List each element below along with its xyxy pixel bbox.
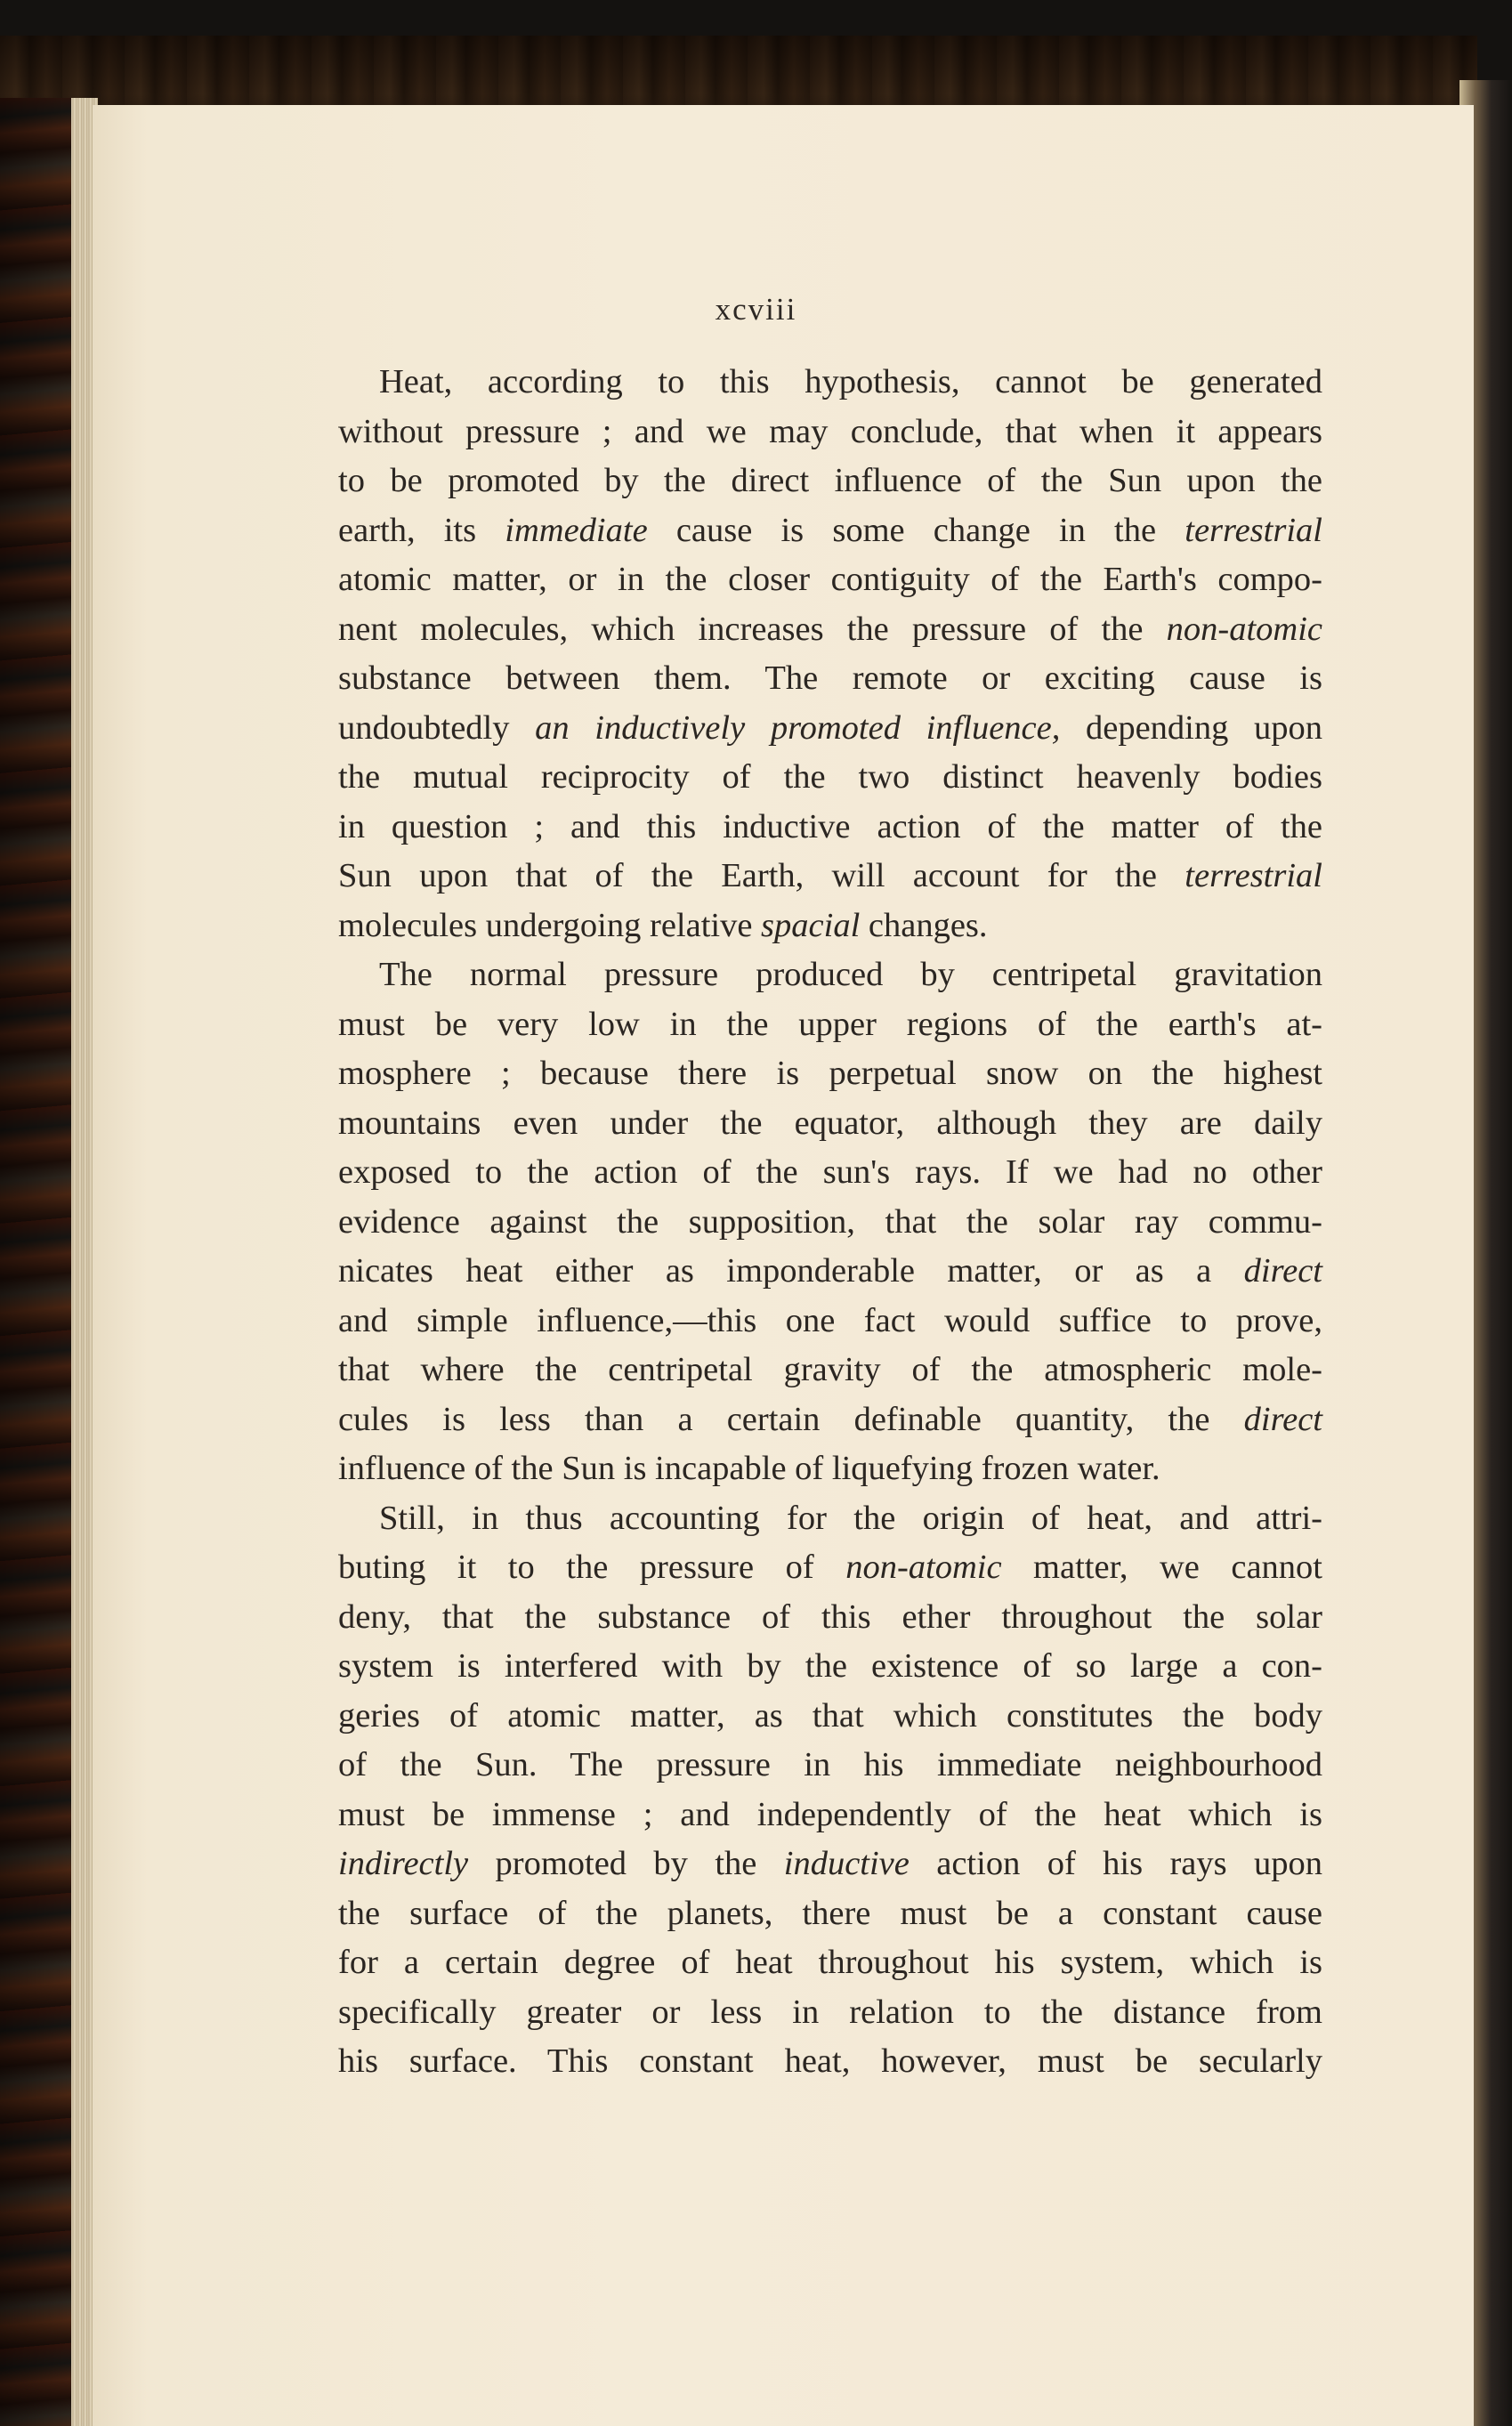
text-line [338,654,1322,704]
text-run: must be very low in the upper regions of the earth's at- [338,1005,1322,1043]
text-line [338,2037,1322,2087]
text-run: of the Sun. The pressure in his immediate neighbourhood [338,1746,1322,1783]
text-line [338,1049,1322,1099]
text-line [338,753,1322,803]
italic-run: terrestrial [1185,511,1322,549]
text-run: influence of the Sun is incapable of liquefying frozen water. [338,1450,1160,1487]
italic-run: direct [1243,1252,1322,1290]
italic-run: terrestrial [1185,857,1322,894]
text-run: mountains even under the equator, although they are daily [338,1104,1322,1142]
text-run: and simple influence,—this one fact would suffice to prove, [338,1301,1322,1339]
text-line [338,506,1322,556]
paragraph [338,950,1322,1494]
page-number: xcviii [715,292,797,327]
text-run: nicates heat either as imponderable matter, or as a [338,1252,1244,1290]
text-line [338,1444,1322,1494]
italic-run: spacial [761,906,861,944]
text-line [338,1543,1322,1593]
text-run: substance between them. The remote or exciting cause is [338,659,1322,697]
text-run: exposed to the action of the sun's rays. If we had no other [338,1153,1322,1191]
text-run: the mutual reciprocity of the two distinct heavenly bodies [338,758,1322,796]
text-line [338,457,1322,506]
marbled-cover-edge [0,98,71,2426]
text-run: The normal pressure produced by centripetal gravitation [379,956,1322,993]
text-run: evidence against the supposition, that the solar ray commu- [338,1202,1322,1241]
text-line [338,1000,1322,1050]
text-run: Still, in thus accounting for the origin of heat, and attri- [379,1499,1322,1537]
text-run: in question ; and this inductive action of the matter of the [338,807,1322,845]
paragraph [338,358,1322,950]
text-run: changes. [860,906,988,944]
text-line [338,950,1322,1000]
text-run: Heat, according to this hypothesis, cannot be generated [379,363,1322,400]
text-run: specifically greater or less in relation to the distance from [338,1993,1322,2031]
italic-run: immediate [505,511,648,549]
text-line [338,1593,1322,1643]
text-run: cause is some change in the [647,511,1185,549]
text-line [338,1642,1322,1692]
text-run: without pressure ; and we may conclude, that when it appears [338,412,1322,450]
text-run: mosphere ; because there is perpetual snow on the highest [338,1055,1322,1092]
text-run: nent molecules, which increases the pressure of the [338,610,1167,648]
text-line [338,1741,1322,1791]
text-run: earth, its [338,511,505,549]
text-line [338,1247,1322,1297]
text-run: Sun upon that of the Earth, will account for the [338,857,1185,894]
italic-run: inductive [783,1845,910,1882]
text-line [338,1791,1322,1840]
italic-run: an inductively promoted influence, [535,708,1061,747]
text-line [338,358,1322,408]
italic-run: non-atomic [845,1549,1002,1586]
text-line [338,408,1322,457]
text-run: atomic matter, or in the closer contiguity of the Earth's compo- [338,561,1322,598]
text-run: buting it to the pressure of [338,1549,846,1586]
text-run: to be promoted by the direct influence of the Sun upon the [338,462,1322,499]
text-run: the surface of the planets, there must be a constant cause [338,1894,1322,1932]
text-line [338,902,1322,951]
text-line [338,704,1322,754]
text-run: cules is less than a certain definable quantity, the [338,1400,1244,1438]
text-line [338,1840,1322,1889]
text-line [338,1692,1322,1742]
text-line [338,803,1322,853]
italic-run: direct [1243,1400,1322,1438]
text-run: that where the centripetal gravity of the atmospheric mole- [338,1351,1322,1388]
text-run: geries of atomic matter, as that which constitutes the body [338,1696,1322,1735]
text-line [338,605,1322,655]
text-run: matter, we cannot [1001,1549,1323,1586]
text-line [338,1198,1322,1248]
text-line [338,852,1322,902]
text-line [338,1395,1322,1445]
text-line [338,1938,1322,1988]
text-run: depending upon [1060,708,1323,747]
decorative-head-band [0,36,1477,111]
body-text [338,358,1322,2087]
text-line [338,1988,1322,2038]
text-run: promoted by the [468,1845,784,1882]
text-run: molecules undergoing relative [338,906,762,944]
text-line [338,1297,1322,1346]
text-line [338,1148,1322,1198]
text-run: deny, that the substance of this ether throughout the solar [338,1597,1322,1636]
text-line [338,1346,1322,1395]
text-line [338,555,1322,605]
text-run: for a certain degree of heat throughout his system, which is [338,1944,1322,1981]
text-run: action of his rays upon [909,1845,1322,1882]
text-line [338,1494,1322,1544]
text-run: must be immense ; and independently of the heat which is [338,1795,1322,1833]
text-run: undoubtedly [338,708,536,747]
paragraph [338,1494,1322,2087]
text-line [338,1099,1322,1149]
text-run: system is interfered with by the existence of so large a con- [338,1647,1322,1685]
text-line [338,1889,1322,1939]
italic-run: indirectly [338,1845,469,1882]
italic-run: non-atomic [1166,610,1322,648]
text-run: his surface. This constant heat, however, must be secularly [338,2042,1322,2080]
